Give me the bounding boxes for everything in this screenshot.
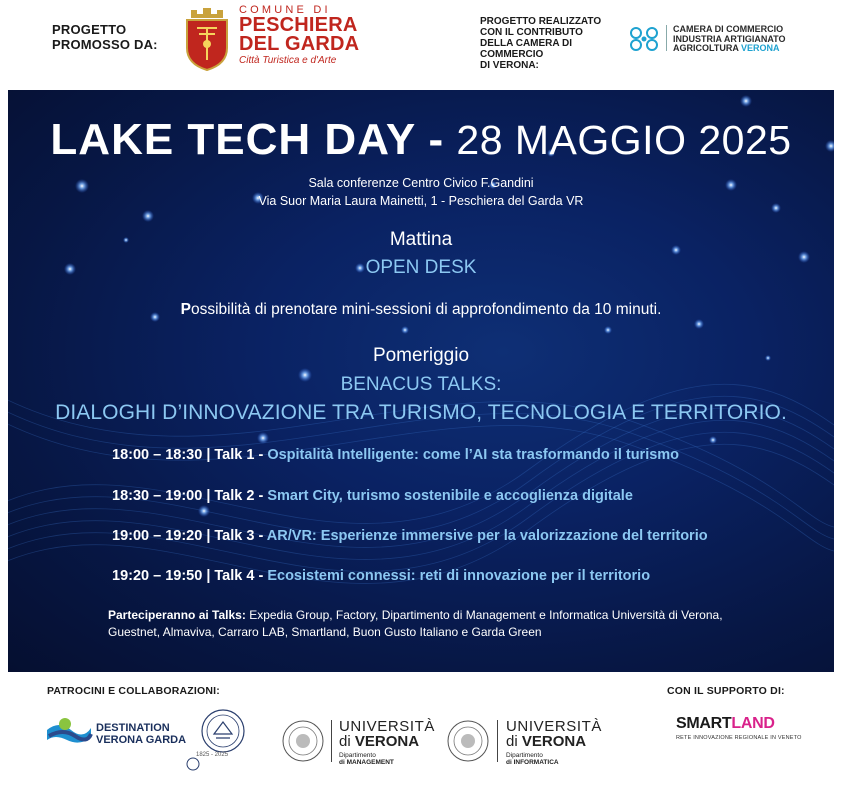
participants-label: Parteciperanno ai Talks:: [108, 608, 246, 622]
participants-list-2: Guestnet, Almaviva, Carraro LAB, Smartland, Buon Gusto Italiano e Garda Green: [108, 625, 542, 639]
univr-seal-icon: [446, 719, 490, 763]
smartland-subtitle: RETE INNOVAZIONE REGIONALE IN VENETO: [676, 735, 802, 741]
promoter-label: PROGETTO PROMOSSO DA:: [52, 22, 158, 52]
comune-tagline: Città Turistica e d'Arte: [239, 55, 337, 66]
talk-item: [112, 447, 679, 463]
talk-time: 19:00 – 19:20 | Talk 3 -: [112, 528, 264, 544]
camera-commercio-logo: CAMERA DI COMMERCIO INDUSTRIA ARTIGIANATO AGRICOLTURA VERONA: [673, 24, 786, 53]
talk-time: 19:20 – 19:50 | Talk 4 -: [112, 568, 264, 584]
afternoon-label: Pomeriggio: [372, 345, 470, 366]
talk-item: [112, 488, 633, 504]
morning-label: Mattina: [389, 229, 453, 250]
afternoon-title: BENACUS TALKS:: [340, 374, 502, 395]
event-poster: [8, 90, 834, 672]
venue-name: Sala conferenze Centro Civico F.Gandini: [308, 176, 534, 190]
smartland-logo: SMARTLAND: [676, 715, 775, 732]
univr-management-logo: UNIVERSITÀ di VERONA Dipartimento di MANAGEMENT: [339, 718, 436, 766]
garda-small-icon: [186, 757, 200, 771]
supporto-label: CON IL SUPPORTO DI:: [667, 685, 785, 697]
afternoon-subtitle: DIALOGHI D’INNOVAZIONE TRA TURISMO, TECNOLOGIA E TERRITORIO.: [55, 401, 787, 424]
talk-time: 18:30 – 19:00 | Talk 2 -: [112, 488, 264, 504]
comune-crest-icon: [183, 4, 231, 72]
destination-verona-garda-icon: [45, 716, 93, 748]
participants: [108, 607, 808, 641]
talk-topic: Ospitalità Intelligente: come l’AI sta trasformando il turismo: [267, 447, 680, 463]
morning-description: Possibilità di prenotare mini-sessioni di approfondimento da 10 minuti.: [180, 301, 662, 318]
talk-item: [112, 528, 708, 544]
event-date: 28 MAGGIO 2025: [456, 117, 792, 163]
participants-list-1: Expedia Group, Factory, Dipartimento di Management e Informatica Università di Verona,: [249, 608, 723, 622]
patrocini-label: PATROCINI E COLLABORAZIONI:: [47, 685, 221, 697]
comune-name-1: PESCHIERA: [239, 14, 358, 36]
title-separator: -: [428, 115, 445, 164]
event-title: [8, 114, 834, 166]
camera-commercio-icon: [627, 25, 661, 53]
divider: [666, 25, 667, 51]
morning-title: OPEN DESK: [365, 257, 477, 278]
comune-small: COMUNE DI: [239, 4, 331, 16]
event-name: LAKE TECH DAY: [50, 115, 417, 164]
comune-logo: [239, 4, 359, 66]
garda-years: 1825 - 2025: [196, 752, 229, 758]
destination-verona-garda-logo: DESTINATION VERONA GARDA: [96, 722, 187, 746]
contributor-label: PROGETTO REALIZZATO CON IL CONTRIBUTO DELLA CAMERA DI COMMERCIO DI VERONA:: [480, 16, 602, 71]
univr-informatica-logo: UNIVERSITÀ di VERONA Dipartimento di INFORMATICA: [506, 718, 603, 766]
talk-item: [112, 568, 650, 584]
comune-name-2: DEL GARDA: [239, 33, 360, 55]
talk-time: 18:00 – 18:30 | Talk 1 -: [112, 447, 264, 463]
divider: [497, 720, 498, 762]
talk-topic: Ecosistemi connessi: reti di innovazione per il territorio: [267, 568, 651, 584]
divider: [331, 720, 332, 762]
garda-seal-icon: [200, 708, 246, 754]
talk-topic: AR/VR: Esperienze immersive per la valorizzazione del territorio: [266, 528, 708, 544]
univr-seal-icon: [281, 719, 325, 763]
venue-address: Via Suor Maria Laura Mainetti, 1 - Peschiera del Garda VR: [258, 194, 584, 208]
header: [0, 0, 842, 88]
talk-topic: Smart City, turismo sostenibile e accoglienza digitale: [267, 488, 633, 504]
